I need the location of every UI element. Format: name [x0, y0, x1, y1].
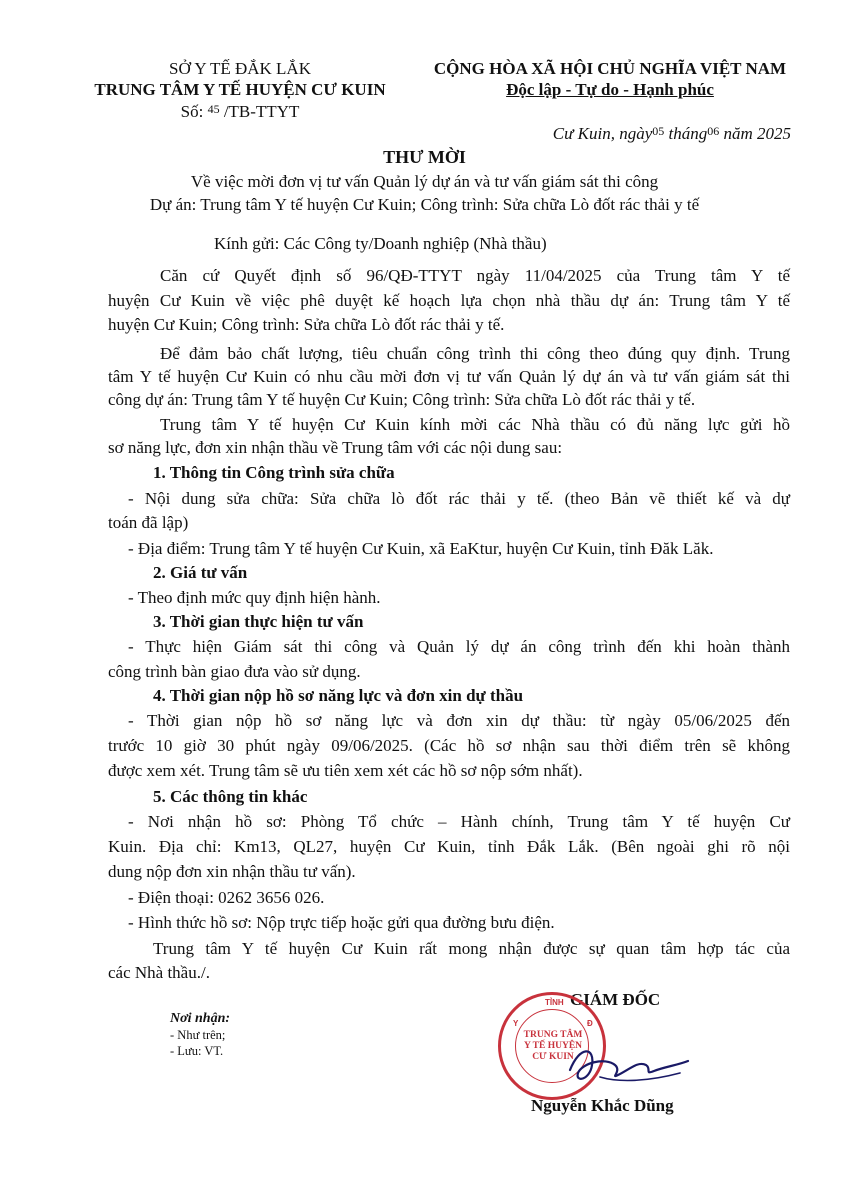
list-item: - Nơi nhận hồ sơ: Phòng Tổ chức – Hành chính, Trung tâm Y tế huyện Cư: [128, 812, 790, 831]
list-item: - Thực hiện Giám sát thi công và Quản lý dự án công trình đến khi hoàn thành: [128, 637, 790, 656]
list-item-continued: Kuin. Địa chỉ: Km13, QL27, huyện Cư Kuin, tỉnh Đắk Lắk. (Bên ngoài ghi rõ nội: [108, 837, 790, 856]
list-item-continued: dung nộp đơn xin nhận thầu tư vấn).: [108, 862, 356, 881]
document-title: THƯ MỜI: [383, 147, 466, 167]
recipients-title: Nơi nhận:: [170, 1011, 231, 1026]
issuing-agency: TRUNG TÂM Y TẾ HUYỆN CƯ KUIN: [94, 80, 386, 99]
closing-line: Trung tâm Y tế huyện Cư Kuin rất mong nhận được sự quan tâm hợp tác của: [153, 939, 790, 958]
document-number: Số: $^{45}$ /TB-TTYT: [180, 102, 300, 121]
section-heading: 4. Thời gian nộp hồ sơ năng lực và đơn xin dự thầu: [153, 686, 524, 705]
recipients-block: [170, 1010, 230, 1059]
paragraph-line: sơ năng lực, đơn xin nhận thầu về Trung tâm với các nội dung sau:: [108, 438, 563, 457]
closing-line: các Nhà thầu./.: [108, 963, 210, 982]
paragraph-line: Trung tâm Y tế huyện Cư Kuin kính mời các Nhà thầu có đủ năng lực gửi hồ: [160, 415, 790, 434]
list-item: - Nội dung sửa chữa: Sửa chữa lò đốt rác thải y tế. (theo Bản vẽ thiết kế và dự: [128, 489, 790, 508]
paragraph-line: huyện Cư Kuin; Công trình: Sửa chữa Lò đốt rác thải y tế.: [108, 315, 505, 334]
paragraph-line: huyện Cư Kuin về việc phê duyệt kế hoạch lựa chọn nhà thầu dự án: Trung tâm Y tế: [108, 291, 790, 310]
list-item: - Thời gian nộp hồ sơ năng lực và đơn xin dự thầu: từ ngày 05/06/2025 đến: [128, 711, 790, 730]
issue-date: Cư Kuin, ngày$^{05}$ tháng$^{06}$ năm 2025: [552, 124, 791, 143]
recipient-item: - Như trên;: [170, 1028, 226, 1042]
paragraph-line: tâm Y tế huyện Cư Kuin có nhu cầu mời đơn vị tư vấn Quản lý dự án và tư vấn giám sát thi: [108, 367, 790, 386]
list-item: - Theo định mức quy định hiện hành.: [128, 588, 381, 607]
recipient-item: - Lưu: VT.: [170, 1044, 224, 1058]
seal-ring-text: Y: [513, 1019, 519, 1028]
paragraph-line: công dự án: Trung tâm Y tế huyện Cư Kuin; Công trình: Sửa chữa Lò đốt rác thải y tế.: [108, 390, 696, 409]
section-heading: 2. Giá tư vấn: [153, 563, 248, 582]
list-item-continued: toán đã lập): [108, 513, 189, 532]
date-month: 06: [707, 124, 720, 138]
signer-name: Nguyễn Khắc Dũng: [531, 1096, 674, 1115]
recipient-line: Kính gửi: Các Công ty/Doanh nghiệp (Nhà thầu): [214, 234, 547, 253]
list-item: - Địa điểm: Trung tâm Y tế huyện Cư Kuin, xã EaKtur, huyện Cư Kuin, tỉnh Đăk Lăk.: [128, 539, 714, 558]
parent-agency: SỞ Y TẾ ĐẮK LẮK: [169, 59, 311, 78]
paragraph-line: Căn cứ Quyết định số 96/QĐ-TTYT ngày 11/04/2025 của Trung tâm Y tế: [160, 266, 790, 285]
document-subject: Về việc mời đơn vị tư vấn Quản lý dự án và tư vấn giám sát thi công: [190, 172, 659, 191]
list-item: - Hình thức hồ sơ: Nộp trực tiếp hoặc gửi qua đường bưu điện.: [128, 913, 555, 932]
section-heading: 5. Các thông tin khác: [153, 787, 308, 806]
signature-mark: [560, 1035, 700, 1095]
agency-header: [55, 58, 425, 124]
document-project: Dự án: Trung tâm Y tế huyện Cư Kuin; Công trình: Sửa chữa Lò đốt rác thải y tế: [149, 195, 700, 214]
section-heading: 3. Thời gian thực hiện tư vấn: [153, 612, 364, 631]
seal-text: TRUNG TÂM Y TẾ HUYỆN CƯ KUIN: [523, 1030, 583, 1062]
national-motto: Độc lập - Tự do - Hạnh phúc: [506, 80, 714, 99]
section-heading: 1. Thông tin Công trình sửa chữa: [153, 463, 395, 482]
paragraph-line: Để đảm bảo chất lượng, tiêu chuẩn công trình thi công theo đúng quy định. Trung: [160, 344, 790, 363]
seal-ring-text: Đ: [587, 1019, 593, 1028]
country-name: CỘNG HÒA XÃ HỘI CHỦ NGHĨA VIỆT NAM: [433, 59, 787, 78]
list-item-continued: công trình bàn giao đưa vào sử dụng.: [108, 662, 361, 681]
date-day: 05: [652, 124, 665, 138]
list-item-continued: được xem xét. Trung tâm sẽ ưu tiên xem xét các hồ sơ nộp sớm nhất).: [108, 761, 583, 780]
national-header: [410, 58, 810, 100]
signer-title: GIÁM ĐỐC: [570, 990, 661, 1009]
document-number-value: 45: [207, 102, 220, 116]
list-item: - Điện thoại: 0262 3656 026.: [128, 888, 325, 907]
list-item-continued: trước 10 giờ 30 phút ngày 09/06/2025. (Các hồ sơ nhận sau thời điểm trên sẽ không: [108, 736, 790, 755]
seal-ring-text: TỈNH: [545, 998, 564, 1007]
